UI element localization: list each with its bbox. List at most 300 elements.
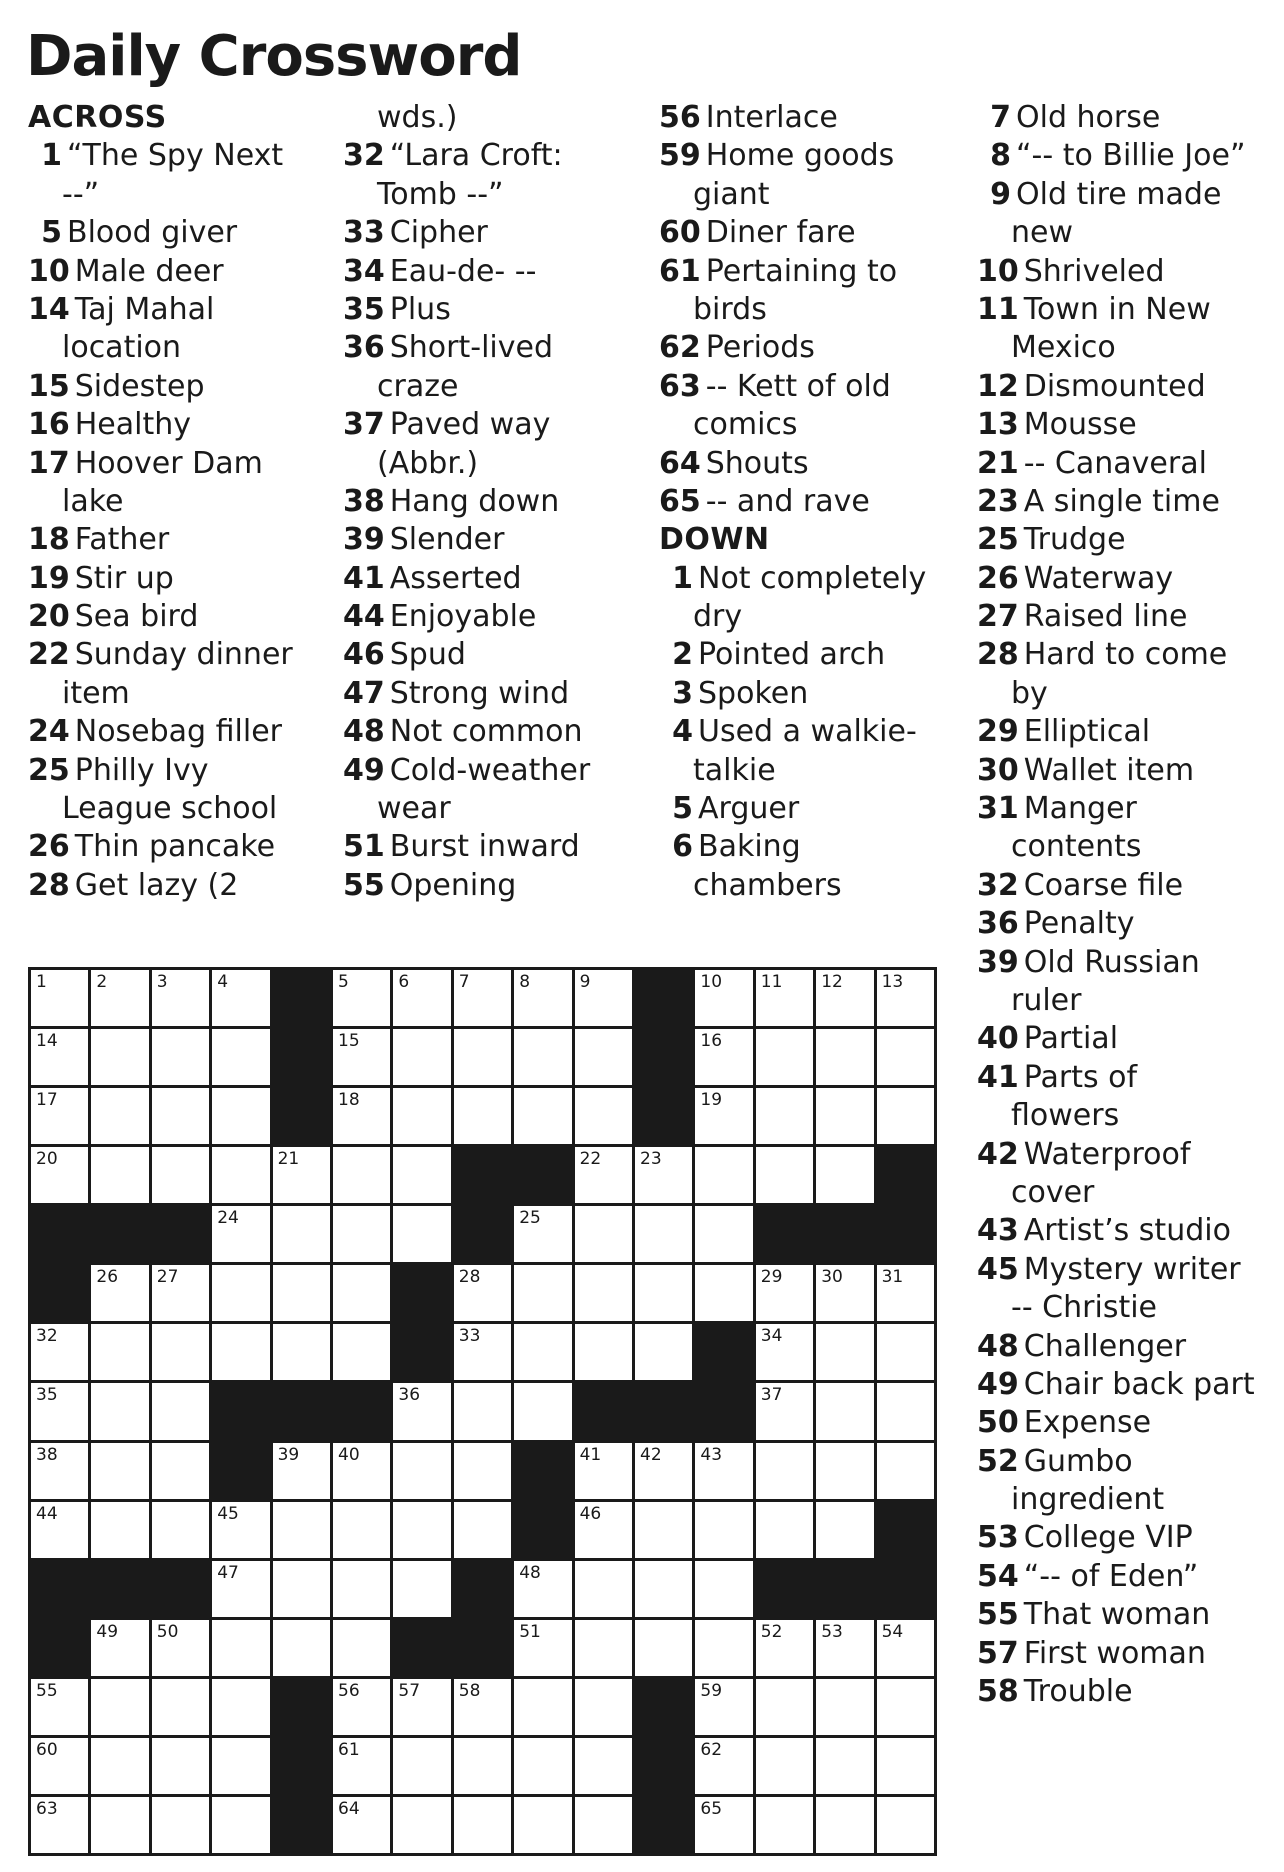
- down-clue-4-cont: [659, 752, 954, 790]
- grid-cell[interactable]: [212, 1265, 269, 1321]
- across-clue-25: [28, 752, 323, 790]
- grid-cell[interactable]: [816, 1265, 873, 1321]
- clue-text-continued: item: [62, 675, 130, 711]
- clue-number: 21: [977, 445, 1019, 481]
- clue-text: Sea bird: [74, 599, 199, 635]
- grid-cell[interactable]: [695, 1206, 752, 1262]
- grid-cell[interactable]: [152, 1443, 209, 1499]
- down-clue-1: [659, 560, 954, 598]
- grid-cell[interactable]: [212, 970, 269, 1026]
- grid-cell[interactable]: [695, 1088, 752, 1144]
- cell-number: 20: [36, 1149, 58, 1170]
- grid-cell[interactable]: [575, 1443, 632, 1499]
- grid-cell[interactable]: [575, 1679, 632, 1735]
- across-clue-33: [343, 214, 638, 252]
- grid-cell[interactable]: [31, 1147, 88, 1203]
- down-clue-58: [977, 1673, 1277, 1711]
- grid-cell-black: [31, 1561, 88, 1617]
- grid-cell[interactable]: [695, 1265, 752, 1321]
- down-clue-41-cont: [977, 1097, 1277, 1135]
- grid-cell[interactable]: [273, 1147, 330, 1203]
- grid-cell[interactable]: [816, 1502, 873, 1558]
- grid-cell[interactable]: [877, 1383, 934, 1439]
- grid-cell[interactable]: [575, 1620, 632, 1676]
- grid-cell-black: [877, 1206, 934, 1262]
- clue-text: Shouts: [705, 445, 809, 481]
- clue-text: Pointed arch: [698, 637, 886, 673]
- grid-cell[interactable]: [575, 1147, 632, 1203]
- grid-cell[interactable]: [333, 1679, 390, 1735]
- clue-text-continued: ingredient: [1011, 1482, 1165, 1518]
- grid-cell[interactable]: [575, 1088, 632, 1144]
- grid-cell-black: [273, 1797, 330, 1853]
- grid-cell[interactable]: [212, 1088, 269, 1144]
- grid-cell[interactable]: [31, 1738, 88, 1794]
- grid-cell[interactable]: [152, 1088, 209, 1144]
- clue-text: Paved way: [389, 407, 551, 443]
- grid-cell[interactable]: [514, 1265, 571, 1321]
- grid-cell[interactable]: [514, 1324, 571, 1380]
- grid-cell[interactable]: [877, 1738, 934, 1794]
- grid-cell[interactable]: [273, 1443, 330, 1499]
- grid-cell[interactable]: [31, 1383, 88, 1439]
- grid-cell[interactable]: [695, 1443, 752, 1499]
- down-clue-11: [977, 291, 1277, 329]
- grid-cell[interactable]: [695, 1502, 752, 1558]
- grid-cell[interactable]: [393, 1383, 450, 1439]
- grid-cell[interactable]: [31, 1029, 88, 1085]
- grid-cell[interactable]: [393, 1206, 450, 1262]
- down-clue-6: [659, 828, 954, 866]
- clue-number: 51: [343, 829, 385, 865]
- grid-cell[interactable]: [212, 1797, 269, 1853]
- grid-cell[interactable]: [877, 1620, 934, 1676]
- grid-cell[interactable]: [393, 1443, 450, 1499]
- grid-cell[interactable]: [514, 1797, 571, 1853]
- grid-cell[interactable]: [212, 1620, 269, 1676]
- grid-cell[interactable]: [695, 1561, 752, 1617]
- grid-cell-black: [877, 1502, 934, 1558]
- grid-cell[interactable]: [575, 1265, 632, 1321]
- cell-number: 22: [579, 1149, 602, 1170]
- grid-cell[interactable]: [756, 1679, 813, 1735]
- clue-text-continued: Mexico: [1011, 330, 1116, 366]
- across-clue-60: [659, 214, 954, 252]
- clue-text: Thin pancake: [74, 829, 276, 865]
- clue-number: 57: [977, 1635, 1019, 1671]
- grid-cell[interactable]: [333, 1738, 390, 1794]
- grid-cell[interactable]: [91, 1088, 148, 1144]
- down-clue-8: [977, 137, 1277, 175]
- grid-cell[interactable]: [91, 1147, 148, 1203]
- clue-text-continued: flowers: [1011, 1098, 1120, 1134]
- grid-cell-black: [454, 1206, 511, 1262]
- cell-number: 52: [760, 1621, 783, 1642]
- grid-cell[interactable]: [695, 1147, 752, 1203]
- grid-cell[interactable]: [514, 1561, 571, 1617]
- grid-cell[interactable]: [514, 970, 571, 1026]
- grid-cell[interactable]: [635, 1324, 692, 1380]
- grid-cell-black: [635, 1738, 692, 1794]
- grid-cell[interactable]: [212, 1206, 269, 1262]
- clue-column-2: [343, 99, 638, 905]
- grid-cell[interactable]: [877, 1797, 934, 1853]
- clue-number: 6: [672, 829, 693, 865]
- grid-cell[interactable]: [454, 1502, 511, 1558]
- grid-cell[interactable]: [575, 1324, 632, 1380]
- clue-text: Mystery writer: [1023, 1251, 1241, 1287]
- grid-cell[interactable]: [454, 1324, 511, 1380]
- grid-cell-black: [333, 1383, 390, 1439]
- grid-cell[interactable]: [454, 1383, 511, 1439]
- grid-cell[interactable]: [91, 1797, 148, 1853]
- grid-cell[interactable]: [877, 970, 934, 1026]
- cell-number: 26: [96, 1267, 119, 1288]
- grid-cell-black: [31, 1620, 88, 1676]
- clue-number: 43: [977, 1213, 1019, 1249]
- clue-text: Father: [74, 522, 170, 558]
- grid-cell[interactable]: [333, 1265, 390, 1321]
- clue-text: Waterway: [1023, 560, 1174, 596]
- grid-cell[interactable]: [756, 1029, 813, 1085]
- grid-cell[interactable]: [877, 1029, 934, 1085]
- grid-cell[interactable]: [212, 1029, 269, 1085]
- grid-cell[interactable]: [454, 1679, 511, 1735]
- clue-text: Hoover Dam: [74, 445, 263, 481]
- grid-cell[interactable]: [635, 1502, 692, 1558]
- down-clue-9: [977, 176, 1277, 214]
- clue-number: 28: [977, 637, 1019, 673]
- grid-cell[interactable]: [393, 1088, 450, 1144]
- grid-cell[interactable]: [91, 1443, 148, 1499]
- grid-cell-black: [393, 1265, 450, 1321]
- grid-cell[interactable]: [816, 1324, 873, 1380]
- grid-cell[interactable]: [756, 1265, 813, 1321]
- grid-cell[interactable]: [393, 970, 450, 1026]
- grid-cell[interactable]: [91, 1738, 148, 1794]
- clue-number: 56: [659, 100, 701, 135]
- down-clue-9-cont: [977, 214, 1277, 252]
- grid-cell[interactable]: [514, 1029, 571, 1085]
- grid-cell[interactable]: [152, 1265, 209, 1321]
- grid-cell[interactable]: [816, 970, 873, 1026]
- grid-cell[interactable]: [454, 1029, 511, 1085]
- clue-text-continued: Tomb --”: [377, 176, 504, 212]
- grid-cell[interactable]: [514, 1383, 571, 1439]
- grid-cell[interactable]: [31, 1502, 88, 1558]
- grid-cell[interactable]: [575, 1206, 632, 1262]
- grid-cell[interactable]: [635, 1443, 692, 1499]
- grid-cell[interactable]: [91, 1029, 148, 1085]
- cell-number: 61: [338, 1739, 360, 1760]
- grid-cell[interactable]: [635, 1265, 692, 1321]
- grid-cell[interactable]: [333, 970, 390, 1026]
- grid-cell[interactable]: [212, 1679, 269, 1735]
- cell-number: 10: [700, 972, 723, 992]
- across-clue-1-cont: [28, 176, 323, 214]
- clue-text: Home goods: [705, 138, 895, 174]
- grid-cell[interactable]: [756, 1620, 813, 1676]
- clue-number: 19: [28, 560, 70, 596]
- grid-cell[interactable]: [273, 1206, 330, 1262]
- clue-number: 46: [343, 637, 385, 673]
- clue-number: 8: [990, 138, 1011, 174]
- grid-cell[interactable]: [393, 1738, 450, 1794]
- grid-cell[interactable]: [695, 970, 752, 1026]
- clue-text-continued: birds: [693, 291, 767, 327]
- clue-number: 65: [659, 483, 701, 519]
- grid-cell[interactable]: [816, 1620, 873, 1676]
- grid-cell[interactable]: [454, 1797, 511, 1853]
- grid-cell[interactable]: [635, 1561, 692, 1617]
- grid-cell[interactable]: [152, 1029, 209, 1085]
- grid-cell[interactable]: [816, 1679, 873, 1735]
- grid-cell[interactable]: [695, 1620, 752, 1676]
- cell-number: 6: [398, 972, 410, 992]
- grid-cell[interactable]: [273, 1561, 330, 1617]
- grid-cell[interactable]: [152, 1147, 209, 1203]
- grid-cell[interactable]: [333, 1206, 390, 1262]
- grid-cell[interactable]: [816, 1443, 873, 1499]
- grid-cell[interactable]: [756, 1147, 813, 1203]
- clue-text: Blood giver: [67, 215, 238, 251]
- grid-cell[interactable]: [333, 1561, 390, 1617]
- grid-cell[interactable]: [575, 1029, 632, 1085]
- grid-cell[interactable]: [695, 1738, 752, 1794]
- across-clue-32: [343, 137, 638, 175]
- grid-cell[interactable]: [514, 1088, 571, 1144]
- grid-cell[interactable]: [333, 1147, 390, 1203]
- grid-cell[interactable]: [695, 1029, 752, 1085]
- clue-text: Periods: [705, 330, 815, 366]
- grid-cell[interactable]: [333, 1088, 390, 1144]
- across-clue-56: [659, 99, 954, 137]
- across-clue-17-cont: [28, 483, 323, 521]
- grid-cell[interactable]: [454, 1265, 511, 1321]
- grid-cell[interactable]: [91, 1502, 148, 1558]
- grid-cell[interactable]: [31, 970, 88, 1026]
- clue-number: 59: [659, 138, 701, 174]
- grid-cell[interactable]: [31, 1443, 88, 1499]
- grid-cell[interactable]: [756, 970, 813, 1026]
- grid-cell[interactable]: [212, 1502, 269, 1558]
- grid-cell[interactable]: [333, 1443, 390, 1499]
- down-clue-13: [977, 406, 1277, 444]
- clue-text: Partial: [1023, 1021, 1119, 1057]
- grid-cell[interactable]: [816, 1797, 873, 1853]
- across-clue-44: [343, 598, 638, 636]
- grid-cell[interactable]: [756, 1324, 813, 1380]
- clue-text: Plus: [389, 291, 451, 327]
- grid-cell[interactable]: [756, 1443, 813, 1499]
- grid-cell[interactable]: [31, 1088, 88, 1144]
- clue-text: Old tire made: [1016, 176, 1222, 212]
- grid-cell[interactable]: [393, 1147, 450, 1203]
- down-clue-57: [977, 1635, 1277, 1673]
- cell-number: 4: [217, 972, 229, 992]
- grid-cell[interactable]: [273, 1620, 330, 1676]
- grid-cell[interactable]: [333, 1502, 390, 1558]
- grid-cell[interactable]: [393, 1029, 450, 1085]
- grid-cell[interactable]: [877, 1324, 934, 1380]
- grid-cell[interactable]: [454, 1088, 511, 1144]
- grid-cell-black: [212, 1443, 269, 1499]
- grid-cell[interactable]: [514, 1738, 571, 1794]
- grid-cell[interactable]: [816, 1029, 873, 1085]
- grid-cell[interactable]: [212, 1147, 269, 1203]
- grid-cell[interactable]: [333, 1029, 390, 1085]
- grid-cell[interactable]: [212, 1738, 269, 1794]
- grid-cell[interactable]: [152, 1383, 209, 1439]
- grid-cell[interactable]: [91, 970, 148, 1026]
- clue-text: “Lara Croft:: [389, 138, 563, 174]
- grid-cell[interactable]: [575, 1502, 632, 1558]
- cell-number: 65: [700, 1798, 723, 1819]
- down-clue-28-cont: [977, 675, 1277, 713]
- grid-cell[interactable]: [393, 1502, 450, 1558]
- grid-cell[interactable]: [152, 1738, 209, 1794]
- clue-text: Cold-weather: [389, 752, 591, 788]
- grid-cell[interactable]: [756, 1797, 813, 1853]
- grid-cell[interactable]: [695, 1679, 752, 1735]
- across-clue-1: [28, 137, 323, 175]
- grid-cell[interactable]: [91, 1324, 148, 1380]
- grid-cell[interactable]: [756, 1383, 813, 1439]
- grid-cell[interactable]: [454, 970, 511, 1026]
- grid-cell[interactable]: [152, 1797, 209, 1853]
- grid-cell[interactable]: [575, 1797, 632, 1853]
- grid-cell[interactable]: [816, 1147, 873, 1203]
- grid-cell[interactable]: [575, 1561, 632, 1617]
- grid-cell[interactable]: [816, 1383, 873, 1439]
- down-clue-6-cont: [659, 867, 954, 905]
- clue-number: 45: [977, 1251, 1019, 1287]
- grid-cell[interactable]: [877, 1443, 934, 1499]
- grid-cell[interactable]: [273, 1324, 330, 1380]
- grid-cell[interactable]: [273, 1502, 330, 1558]
- clue-text: Hang down: [389, 483, 560, 519]
- grid-cell[interactable]: [393, 1679, 450, 1735]
- grid-cell[interactable]: [91, 1265, 148, 1321]
- cell-number: 40: [338, 1444, 360, 1465]
- grid-cell[interactable]: [514, 1620, 571, 1676]
- cell-number: 14: [36, 1031, 58, 1052]
- across-clue-61: [659, 253, 954, 291]
- clue-text-continued: --”: [62, 176, 100, 212]
- down-clue-52: [977, 1443, 1277, 1481]
- grid-cell[interactable]: [31, 1679, 88, 1735]
- grid-cell[interactable]: [877, 1088, 934, 1144]
- grid-cell[interactable]: [756, 1088, 813, 1144]
- grid-cell[interactable]: [454, 1738, 511, 1794]
- grid-cell-black: [273, 1088, 330, 1144]
- clue-text: Artist’s studio: [1023, 1213, 1231, 1249]
- clue-text-continued: cover: [1011, 1174, 1095, 1210]
- cell-number: 58: [458, 1680, 481, 1701]
- across-clue-22-cont: [28, 675, 323, 713]
- grid-cell[interactable]: [152, 970, 209, 1026]
- down-clue-49: [977, 1366, 1277, 1404]
- grid-cell[interactable]: [152, 1620, 209, 1676]
- down-clue-39: [977, 944, 1277, 982]
- grid-cell[interactable]: [454, 1443, 511, 1499]
- cell-number: 16: [700, 1031, 723, 1052]
- grid-cell[interactable]: [152, 1679, 209, 1735]
- down-clue-32: [977, 867, 1277, 905]
- clue-number: 13: [977, 407, 1019, 443]
- grid-cell[interactable]: [756, 1502, 813, 1558]
- grid-cell[interactable]: [756, 1738, 813, 1794]
- cell-number: 3: [156, 972, 168, 992]
- clue-number: 58: [977, 1674, 1019, 1710]
- grid-cell-black: [514, 1502, 571, 1558]
- down-clue-11-cont: [977, 329, 1277, 367]
- grid-cell[interactable]: [514, 1679, 571, 1735]
- grid-cell[interactable]: [31, 1324, 88, 1380]
- grid-cell[interactable]: [212, 1324, 269, 1380]
- cell-number: 23: [640, 1149, 662, 1170]
- grid-cell[interactable]: [31, 1797, 88, 1853]
- clue-text: Diner fare: [705, 215, 856, 251]
- grid-cell-black: [31, 1265, 88, 1321]
- clue-text: Cipher: [389, 215, 488, 251]
- down-clue-40: [977, 1020, 1277, 1058]
- grid-cell[interactable]: [393, 1561, 450, 1617]
- across-clue-14-cont: [28, 329, 323, 367]
- clue-text: Sunday dinner: [74, 637, 293, 673]
- clue-number: 22: [28, 637, 70, 673]
- clue-text: Spud: [389, 637, 466, 673]
- clue-text: Get lazy (2: [74, 867, 239, 903]
- grid-cell[interactable]: [816, 1738, 873, 1794]
- grid-cell[interactable]: [152, 1502, 209, 1558]
- grid-cell-black: [91, 1206, 148, 1262]
- grid-cell[interactable]: [333, 1797, 390, 1853]
- grid-cell[interactable]: [514, 1206, 571, 1262]
- grid-cell[interactable]: [273, 1265, 330, 1321]
- grid-cell-black: [152, 1206, 209, 1262]
- clue-text: Raised line: [1023, 599, 1188, 635]
- clue-text-continued: talkie: [693, 752, 776, 788]
- grid-cell[interactable]: [91, 1383, 148, 1439]
- grid-cell[interactable]: [635, 1620, 692, 1676]
- down-clue-23: [977, 483, 1277, 521]
- grid-cell-black: [31, 1206, 88, 1262]
- down-clue-10: [977, 253, 1277, 291]
- grid-cell[interactable]: [877, 1679, 934, 1735]
- clue-number: 30: [977, 752, 1019, 788]
- grid-cell[interactable]: [212, 1561, 269, 1617]
- cell-number: 29: [760, 1267, 783, 1288]
- grid-cell[interactable]: [393, 1797, 450, 1853]
- clue-text: Spoken: [698, 675, 809, 711]
- grid-cell[interactable]: [695, 1797, 752, 1853]
- grid-cell[interactable]: [816, 1088, 873, 1144]
- grid-cell[interactable]: [575, 1738, 632, 1794]
- grid-cell-black: [454, 1147, 511, 1203]
- clue-text: Not completely: [698, 560, 927, 596]
- grid-cell[interactable]: [877, 1265, 934, 1321]
- grid-cell[interactable]: [91, 1620, 148, 1676]
- clue-text: Enjoyable: [389, 599, 537, 635]
- grid-cell[interactable]: [152, 1324, 209, 1380]
- grid-cell[interactable]: [333, 1620, 390, 1676]
- grid-cell[interactable]: [575, 970, 632, 1026]
- grid-cell[interactable]: [635, 1206, 692, 1262]
- grid-cell[interactable]: [333, 1324, 390, 1380]
- grid-cell[interactable]: [635, 1147, 692, 1203]
- grid-cell[interactable]: [91, 1679, 148, 1735]
